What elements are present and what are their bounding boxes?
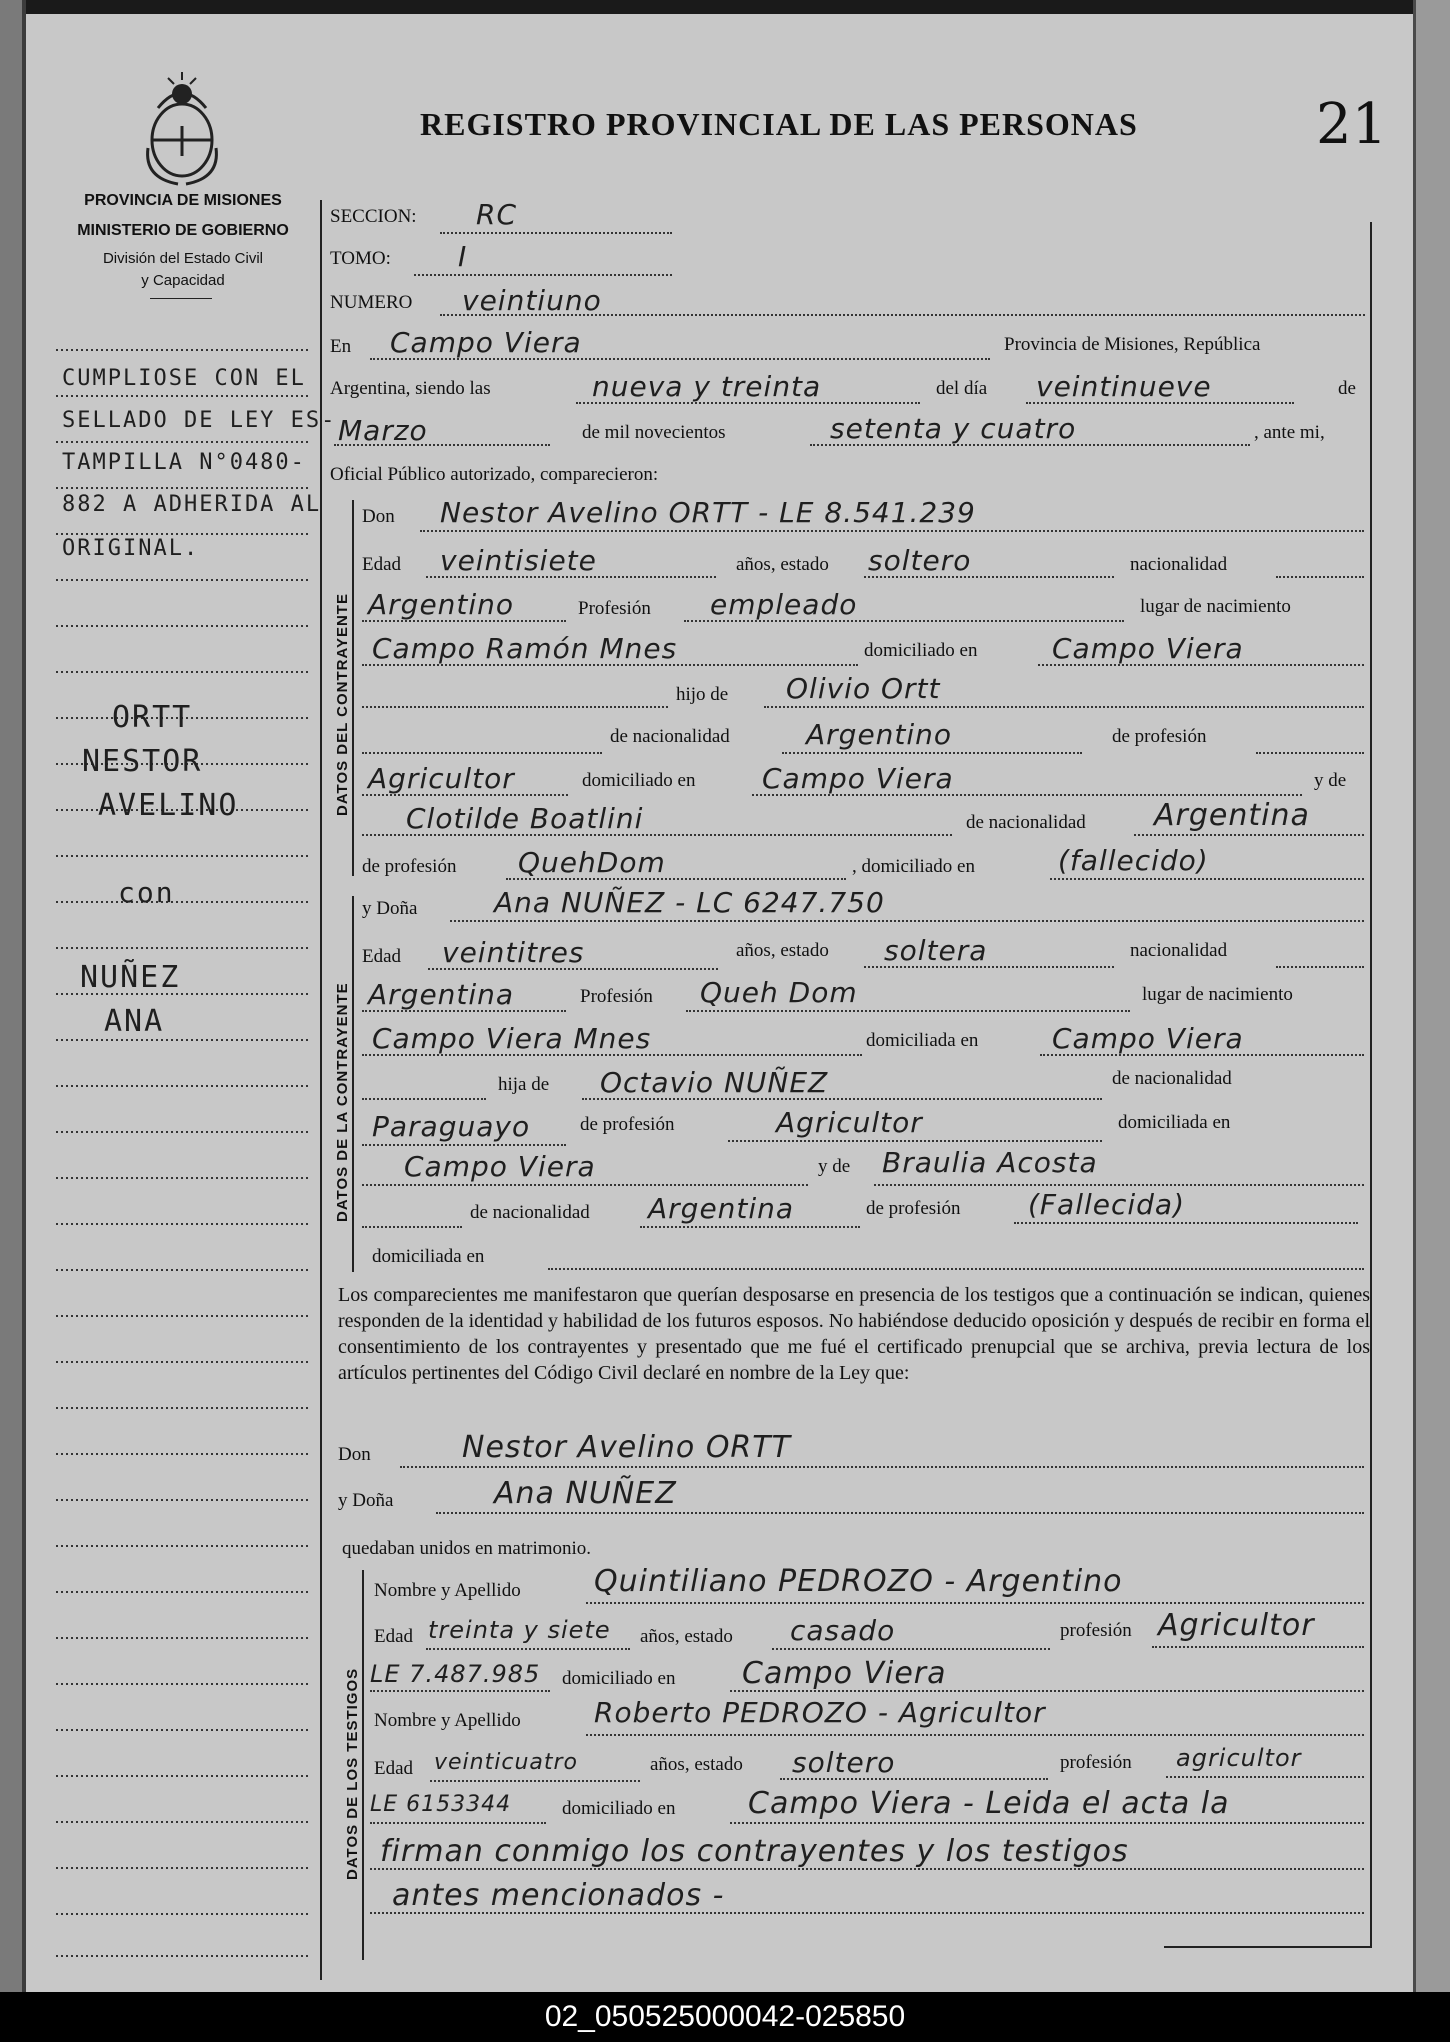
bride-mother-profession: (Fallecida) (1028, 1188, 1186, 1221)
contrayenta-side-label: DATOS DE LA CONTRAYENTE (334, 982, 351, 1222)
t1-estado-line (772, 1648, 1050, 1650)
margin-name-groom: NESTOR (82, 744, 203, 779)
t1-edad-line (426, 1648, 630, 1650)
groom-mother-nationality: Argentina (1154, 798, 1310, 833)
declaration-paragraph: Los comparecientes me manifestaron que querían desposarse en presencia de los testigos que a continuación se indican, quienes responden de la identidad y habilidad de los futuros esposos. No habiéndose deducido oposición y después de recibir en forma el consentimiento de los contrayentes y presentado que me fué el certificado prenupcial que se archiva, previa lectura de los artículos pertinentes del Código Civil declaré en nombre de la Ley que: (338, 1284, 1370, 1384)
groom-address: Campo Viera (1052, 632, 1244, 665)
dia-value: veintinueve (1036, 370, 1212, 403)
form-bottom-border (1164, 1946, 1370, 1948)
margin-ruled-lines (56, 340, 312, 1960)
t1-edad-label: Edad (374, 1626, 414, 1647)
groom-nationality: Argentino (368, 588, 515, 621)
witness-1-status: casado (790, 1614, 896, 1647)
margin-note-line: TAMPILLA N°0480- (62, 450, 306, 475)
margin-con: con (118, 876, 175, 909)
bride-father: Octavio NUÑEZ (600, 1066, 829, 1099)
decl-don-label: Don (338, 1444, 371, 1465)
edad-label: Edad (362, 554, 402, 575)
madre-dom-line (1050, 878, 1364, 880)
margin-divider (320, 200, 322, 1980)
padre-dom-label: domiciliado en (582, 770, 696, 791)
bride-blank-line (362, 1098, 486, 1100)
margin-name-bride: ANA (104, 1004, 165, 1039)
bride-father-profession: Agricultor (776, 1106, 923, 1139)
binding-shadow (22, 0, 26, 1992)
t2-dom-line (730, 1822, 1364, 1824)
page-title: REGISTRO PROVINCIAL DE LAS PERSONAS (420, 106, 1138, 142)
mes-value: Marzo (338, 414, 428, 447)
hora-value: nueva y treinta (592, 370, 822, 403)
seccion-value: RC (476, 198, 518, 231)
lugar-nac-label: lugar de nacimiento (1140, 596, 1291, 617)
de-mil-label: de mil novecientos (582, 422, 726, 443)
decl-don-line (400, 1466, 1364, 1468)
t1-dom-label: domiciliado en (562, 1668, 676, 1689)
witness-2-status: soltero (792, 1746, 896, 1779)
page-right-edge (1416, 0, 1450, 1992)
t1-anios-label: años, estado (640, 1626, 733, 1647)
closing-handwriting-2: antes mencionados - (392, 1878, 725, 1913)
bride-father-nationality: Paraguayo (372, 1110, 531, 1143)
testigos-side-label: DATOS DE LOS TESTIGOS (344, 1667, 361, 1880)
oficial-text: Oficial Público autorizado, comparecieron: (330, 464, 659, 485)
y-de-label: y de (1314, 770, 1347, 791)
margin-surname-groom: ORTT (112, 700, 193, 735)
bride-madre-dom-label: domiciliada en (372, 1246, 485, 1267)
contrayente-side-label: DATOS DEL CONTRAYENTE (334, 593, 351, 816)
groom-birthplace: Campo Ramón Mnes (372, 632, 678, 665)
lugar-value: Campo Viera (390, 326, 582, 359)
groom-mother-address: (fallecido) (1058, 844, 1209, 877)
bride-address: Campo Viera (1052, 1022, 1244, 1055)
provincia-text: Provincia de Misiones, República (1004, 334, 1261, 355)
numero-value: veintiuno (462, 284, 602, 317)
t1-nombre-label: Nombre y Apellido (374, 1580, 521, 1601)
margin-note-line: ORIGINAL. (62, 536, 200, 561)
don-label: Don (362, 506, 395, 527)
bride-dom-label: domiciliada en (866, 1030, 979, 1051)
bride-padre-nac-label: de nacionalidad (1112, 1068, 1232, 1089)
padre-prof-label: de profesión (1112, 726, 1207, 747)
bride-nac-label: nacionalidad (1130, 940, 1228, 961)
margin-surname-bride: NUÑEZ (80, 960, 181, 995)
folio-number: 21 (1316, 92, 1388, 157)
dona-line (450, 920, 1364, 922)
bride-madre-prof-label: de profesión (866, 1198, 961, 1219)
decl-dona-line (436, 1512, 1364, 1514)
bride-lugar-nac-label: lugar de nacimiento (1142, 984, 1293, 1005)
de-label: de (1338, 378, 1356, 399)
bride-father-address: Campo Viera (404, 1150, 596, 1183)
groom-father-profession: Agricultor (368, 762, 515, 795)
margin-note-line: SELLADO DE LEY ES- (62, 408, 337, 433)
nac-line (1276, 576, 1364, 578)
hijo-de-label: hijo de (676, 684, 729, 705)
witness-2-profession: agricultor (1176, 1744, 1302, 1772)
t1-prof-label: profesión (1060, 1620, 1132, 1641)
bride-madre-blank-line (362, 1226, 462, 1228)
bride-status: soltera (884, 934, 988, 967)
decl-groom-name: Nestor Avelino ORTT (462, 1430, 791, 1465)
groom-father-nationality: Argentino (806, 718, 953, 751)
ante-mi-label: , ante mi, (1254, 422, 1325, 443)
t2-edad-label: Edad (374, 1758, 414, 1779)
bride-padre-dom-line (362, 1184, 808, 1186)
bride-madre-nac-label: de nacionalidad (470, 1202, 590, 1223)
witness-1-address: Campo Viera (742, 1656, 947, 1691)
witness-2-name: Roberto PEDROZO - Agricultor (594, 1696, 1046, 1729)
profesion-label: Profesión (578, 598, 651, 619)
groom-profession: empleado (710, 588, 858, 621)
bride-prof-line (686, 1010, 1130, 1012)
bride-nac-line (1276, 966, 1364, 968)
t1-le-line (370, 1690, 550, 1692)
anio-value: setenta y cuatro (830, 412, 1077, 445)
blank-line (362, 706, 668, 708)
bride-mother: Braulia Acosta (882, 1146, 1098, 1179)
margin-name-groom-2: AVELINO (98, 788, 239, 823)
bride-profession: Queh Dom (700, 976, 858, 1009)
contrayente-bride-bracket (352, 896, 354, 1272)
domiciliado-label: domiciliado en (864, 640, 978, 661)
witness-2-address: Campo Viera - Leida el acta la (748, 1786, 1230, 1821)
groom-father: Olivio Ortt (786, 672, 941, 705)
bride-madre-line (874, 1184, 1364, 1186)
bride-madre-nac-line (640, 1226, 860, 1228)
padre-prof-line (1256, 752, 1364, 754)
bride-mother-nationality: Argentina (648, 1192, 795, 1225)
contrayente-bracket (352, 500, 354, 876)
image-caption: 02_050525000042-025850 (0, 1992, 1450, 2042)
form-right-border (1370, 222, 1372, 1948)
division-label-2: y Capacidad (141, 272, 225, 289)
bride-birthplace: Campo Viera Mnes (372, 1022, 652, 1055)
padre-line (764, 706, 1364, 708)
don-line (420, 530, 1364, 532)
madre-nac-line (1134, 834, 1364, 836)
t2-le-line (370, 1822, 546, 1824)
t2-edad-line (430, 1780, 640, 1782)
anios-estado-label: años, estado (736, 554, 829, 575)
groom-mother: Clotilde Boatlini (406, 802, 644, 835)
argentina-crest-icon (138, 68, 226, 188)
bride-nationality: Argentina (368, 978, 515, 1011)
witness-2-age: veinticuatro (434, 1750, 578, 1775)
bride-name: Ana NUÑEZ - LC 6247.750 (494, 886, 885, 919)
madre-prof-label: de profesión (362, 856, 457, 877)
t2-nombre-line (586, 1734, 1364, 1736)
closing-handwriting-1: firman conmigo los contrayentes y los testigos (380, 1834, 1129, 1869)
t2-nombre-label: Nombre y Apellido (374, 1710, 521, 1731)
ministry-label: MINISTERIO DE GOBIERNO (77, 222, 289, 239)
tomo-line (414, 274, 672, 276)
t2-dom-label: domiciliado en (562, 1798, 676, 1819)
bride-padre-nac-line (362, 1144, 566, 1146)
closing-text: quedaban unidos en matrimonio. (342, 1538, 592, 1559)
argentina-text: Argentina, siendo las (330, 378, 491, 399)
bride-anios-label: años, estado (736, 940, 829, 961)
bride-prof-label: Profesión (580, 986, 653, 1007)
groom-father-address: Campo Viera (762, 762, 954, 795)
decl-dona-label: y Doña (338, 1490, 394, 1511)
division-label: División del Estado Civil (102, 250, 264, 267)
tomo-label: TOMO: (330, 248, 391, 269)
dona-label: y Doña (362, 898, 418, 919)
bride-padre-dom-label: domiciliada en (1118, 1112, 1231, 1133)
madre-dom-label: , domiciliado en (852, 856, 975, 877)
witness-1-name: Quintiliano PEDROZO - Argentino (594, 1564, 1123, 1599)
bride-edad-label: Edad (362, 946, 402, 967)
witness-1-age: treinta y siete (428, 1616, 611, 1644)
margin-note-line: 882 A ADHERIDA AL (62, 492, 322, 517)
madre-nac-label: de nacionalidad (966, 812, 1086, 833)
hija-de-label: hija de (498, 1074, 550, 1095)
seccion-label: SECCION: (330, 206, 417, 227)
t2-anios-label: años, estado (650, 1754, 743, 1775)
padre-nac-label: de nacionalidad (610, 726, 730, 747)
groom-age: veintisiete (440, 544, 597, 577)
org-underline (150, 298, 212, 299)
page-top-edge (0, 0, 1450, 14)
blank-line-2 (362, 752, 602, 754)
bride-madre-prof-line (1014, 1222, 1358, 1224)
t1-nombre-line (586, 1602, 1364, 1604)
margin-note-line: CUMPLIOSE CON EL (62, 366, 306, 391)
t2-prof-label: profesión (1060, 1752, 1132, 1773)
groom-mother-profession: QuehDom (518, 846, 666, 879)
padre-nac-line (782, 752, 1082, 754)
witness-1-id: LE 7.487.985 (370, 1660, 541, 1688)
testigos-bracket (362, 1570, 364, 1960)
t1-prof-line (1152, 1646, 1364, 1648)
tomo-value: I (458, 240, 468, 273)
t2-prof-line (1166, 1776, 1364, 1778)
en-label: En (330, 336, 352, 357)
groom-name: Nestor Avelino ORTT - LE 8.541.239 (440, 496, 976, 529)
nacionalidad-label: nacionalidad (1130, 554, 1228, 575)
seccion-line (440, 232, 672, 234)
binding-edge (0, 0, 22, 1992)
witness-1-profession: Agricultor (1158, 1608, 1315, 1643)
groom-status: soltero (868, 544, 972, 577)
bride-madre-dom-line (548, 1268, 1364, 1270)
bride-padre-prof-line (728, 1140, 1102, 1142)
province-label: PROVINCIA DE MISIONES (84, 192, 282, 209)
page-right-shadow (1413, 0, 1416, 1992)
bride-y-de-label: y de (818, 1156, 851, 1177)
bride-padre-prof-label: de profesión (580, 1114, 675, 1135)
del-dia-label: del día (936, 378, 988, 399)
numero-label: NUMERO (330, 292, 413, 313)
bride-age: veintitres (442, 936, 585, 969)
witness-2-id: LE 6153344 (370, 1792, 512, 1817)
decl-bride-name: Ana NUÑEZ (494, 1476, 677, 1511)
